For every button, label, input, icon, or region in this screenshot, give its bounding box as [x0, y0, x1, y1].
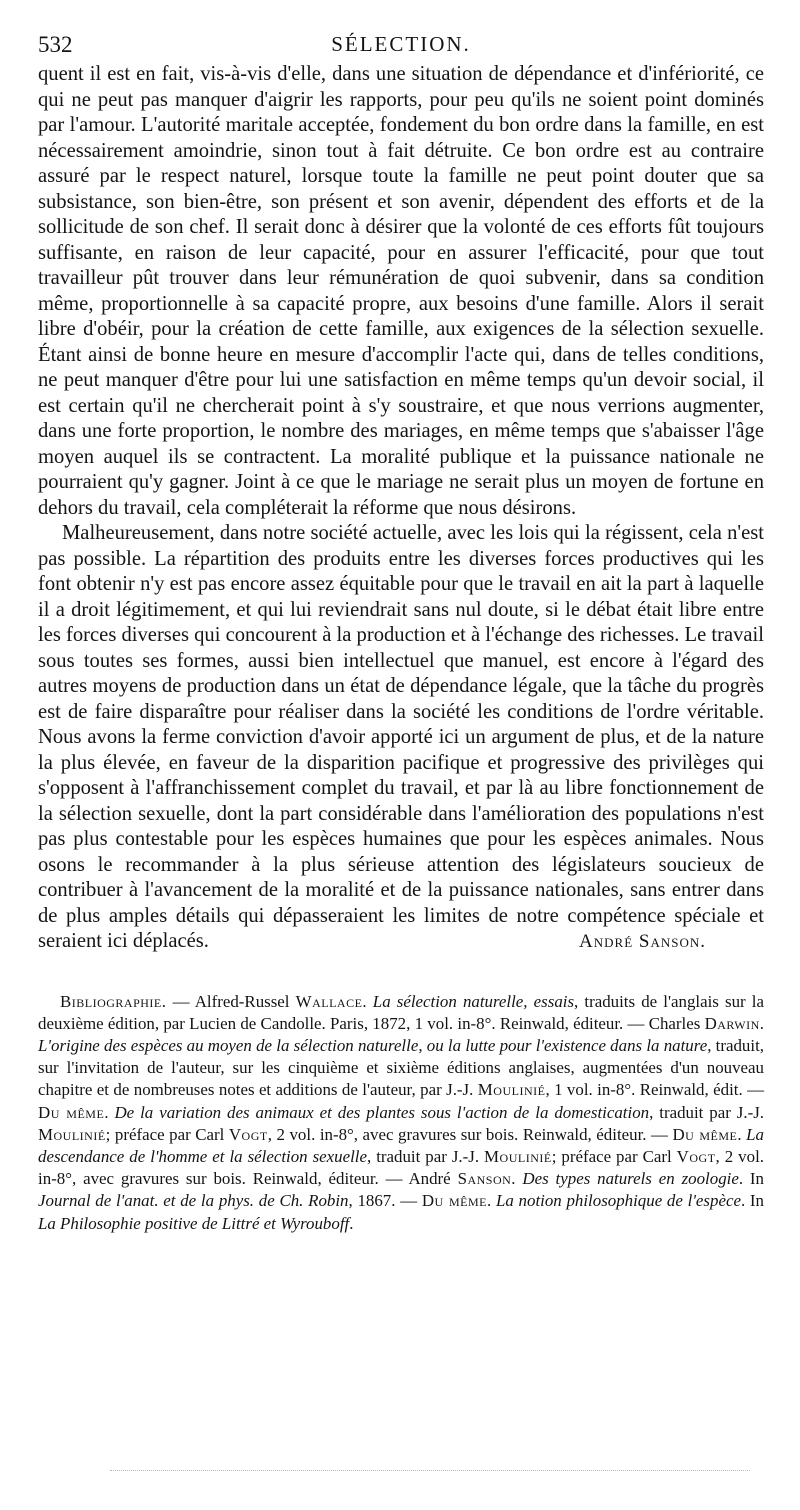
bib-text: . [511, 1169, 523, 1189]
bib-text: , traduit par J.-J. [649, 1102, 765, 1122]
bib-text: , traduit par J.-J. [366, 1146, 485, 1166]
bib-title: La notion philosophique de l'espèce [495, 1191, 741, 1211]
bib-du-meme: Du même [421, 1191, 487, 1211]
bib-text: . [486, 1191, 496, 1211]
bib-text: — Alfred-Russel [166, 991, 296, 1011]
bibliography [38, 991, 764, 1235]
bib-text: , 2 vol. in-8°, avec gravures sur bois. Reinwald, éditeur. — André [38, 1146, 764, 1189]
bib-text: , 1 vol. in-8°. Reinwald, édit. — [545, 1080, 764, 1100]
bib-text: , 1867. — [348, 1191, 422, 1211]
bib-title: L'origine des espèces au moyen de la sélection naturelle, ou la lutte pour l'existence dans la nature [38, 1035, 708, 1055]
paragraph-malheureusement: Malheureusement, dans notre société actuelle, avec les lois qui la régissent, cela n'est pas possible. La répartition des produits entre les diverses forces productives qui les font obtenir n'y est pas encore assez équitable pour que le travail en ait la part à laquelle il a droit légitimement, et qui lui reviendrait sans nul doute, si le débat était libre entre les forces diverses qui concourent à la production et à l'échange des richesses. Le travail sous toutes ses formes, aussi bien intellectuel que manuel, est encore à l'égard des autres moyens de production dans un état de dépendance légale, que la tâche du progrès est de faire disparaître pour réaliser dans la société les conditions de l'ordre véritable. Nous avons la ferme conviction d'avoir apporté ici un argument de plus, et de la nature la plus élevée, en faveur de la disparition pacifique et progressive des privilèges qui s'opposent à l'affranchissement complet du travail, et par là au libre fonctionnement de la sélection sexuelle, dont la part considérable dans l'amélioration des populations n'est pas plus contestable pour les espèces humaines que pour les espèces animales. Nous osons le recommander à la plus sérieuse attention des législateurs soucieux de contribuer à l'avancement de la moralité et de la puissance nationales, sans entrer dans de plus amples détails qui dépasseraient les limites de notre compétence spéciale et seraient ici déplacés. [38, 522, 764, 952]
bib-text: ; préface par Carl [551, 1146, 677, 1166]
bib-text: , 2 vol. in-8°, avec gravures sur bois. Reinwald, éditeur. — [267, 1124, 673, 1144]
book-page [38, 26, 764, 1486]
bib-du-meme: Du même [38, 1102, 105, 1122]
bib-title: Des types naturels en zoologie [522, 1169, 739, 1189]
bib-title: La sélection naturelle, essais [372, 991, 575, 1011]
bibliography-label: Bibliographie. [60, 991, 167, 1011]
bib-preface-author: Vogt [676, 1146, 716, 1166]
bib-text: . In [740, 1191, 764, 1211]
bib-text: . [737, 1124, 747, 1144]
bib-text: , traduit, sur l'invitation de l'auteur, sur les cinquième et sixième éditions anglaises, augmentées d'un nouveau chapitre et de nombreuses notes et additions de l'auteur, par J.-J. [38, 1035, 764, 1100]
main-text [38, 62, 764, 955]
bib-text: . [362, 991, 373, 1011]
bib-text: . [349, 1213, 354, 1233]
bib-author-darwin: Darwin [704, 1013, 760, 1033]
bib-text: . [759, 1013, 764, 1033]
bib-translator: Moulinié [38, 1124, 106, 1144]
bib-translator: Moulinié [477, 1080, 546, 1100]
bib-text: . In [738, 1169, 765, 1189]
page-number: 532 [38, 32, 73, 57]
bib-text: , traduits de l'anglais sur la deuxième édition, par Lucien de Candolle. Paris, 1872, 1 vol. in-8°. Reinwald, éditeur. — Charles [38, 991, 764, 1033]
bib-author-wallace: Wallace [295, 991, 363, 1011]
bib-journal: Journal de l'anat. et de la phys. de Ch. Robin [38, 1191, 349, 1211]
bib-journal: La Philosophie positive de Littré et Wyrouboff [38, 1213, 350, 1233]
bib-text: ; préface par Carl [105, 1124, 229, 1144]
running-title: SÉLECTION. [331, 32, 471, 56]
bib-author-sanson: Sanson [457, 1169, 512, 1189]
bib-translator: Moulinié [484, 1146, 552, 1166]
bib-title: De la variation des animaux et des plantes sous l'action de la domestication [114, 1102, 650, 1122]
bib-preface-author: Vogt [228, 1124, 268, 1144]
bib-title: La descendance de l'homme et la sélection sexuelle [38, 1124, 764, 1166]
bottom-dotted-rule [110, 1470, 750, 1471]
author-signature: André Sanson. [579, 930, 706, 952]
paragraph-continuation: quent il est en fait, vis-à-vis d'elle, dans une situation de dépendance et d'infériorité, ce qui ne peut pas manquer d'aigrir les rapports, pour peu qu'ils ne soient point dominés par l'amour. L'autorité maritale acceptée, fondement du bon ordre dans la famille, en est nécessairement amoindrie, sinon tout à fait détruite. Ce bon ordre est au contraire assuré par le respect naturel, lorsque toute la famille ne peut point douter que sa subsistance, son bien-être, son présent et son avenir, dépendent des efforts et de la sollicitude de son chef. Il serait donc à désirer que la volonté de ces efforts fût toujours suffisante, en raison de leur capacité, pour en assurer l'efficacité, pour que tout travailleur pût trouver dans leur rémunération de quoi subvenir, dans sa condition même, proportionnelle à sa capacité propre, aux besoins d'une famille. Alors il serait libre d'obéir, pour la création de cette famille, aux exigences de la sélection sexuelle. Étant ainsi de bonne heure en mesure d'accomplir l'acte qui, dans de telles conditions, ne peut manquer d'être pour lui une satisfaction en même temps qu'un devoir social, il est certain qu'il ne chercherait point à s'y soustraire, et que nous verrions augmenter, dans une forte proportion, le nombre des mariages, en même temps que s'abaisser l'âge moyen auquel ils se contractent. La moralité publique et la puissance nationale ne pourraient qu'y gagner. Joint à ce que le mariage ne serait plus un moyen de fortune en dehors du travail, cela compléterait la réforme que nous désirons. [38, 63, 764, 519]
bib-du-meme: Du même [672, 1124, 738, 1144]
running-head [38, 26, 764, 62]
bib-text: . [104, 1102, 115, 1122]
